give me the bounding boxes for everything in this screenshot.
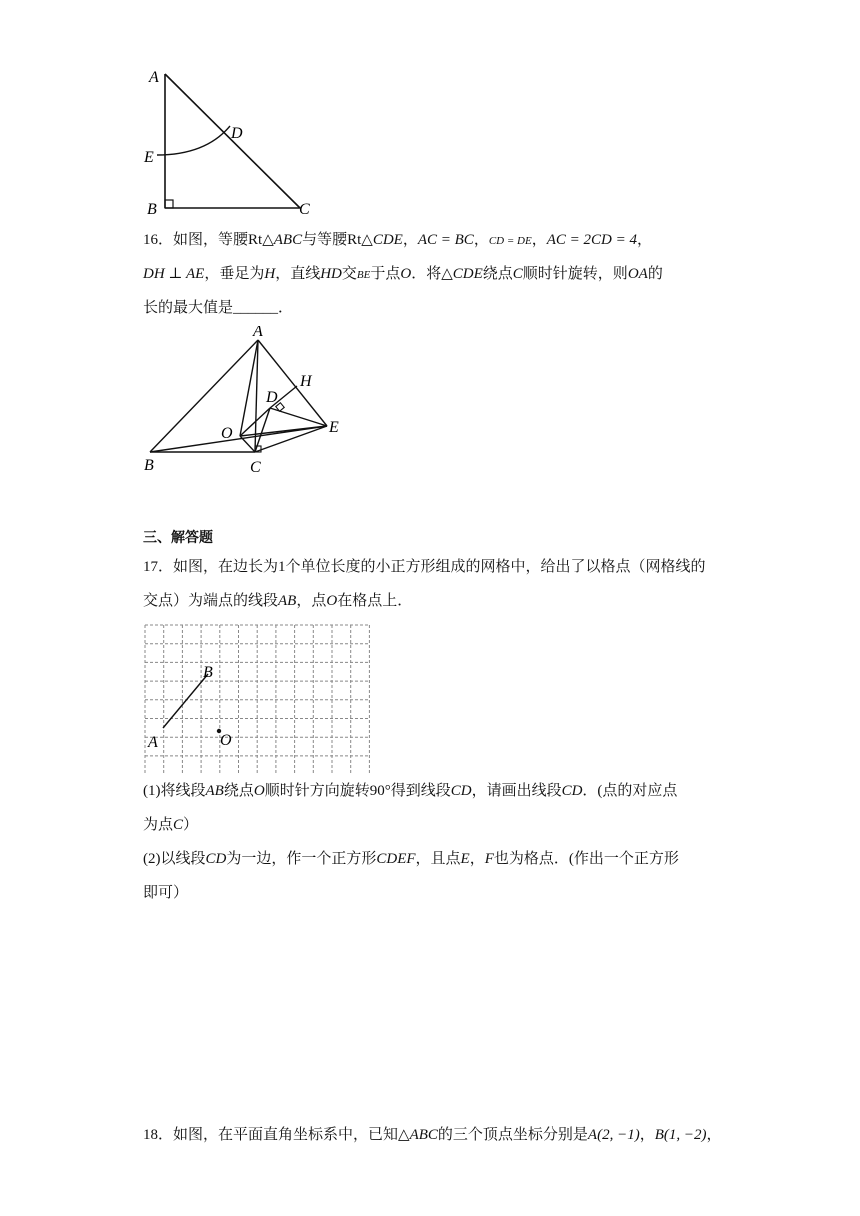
section-heading: 三、解答题 bbox=[143, 531, 213, 546]
label-C: C bbox=[299, 201, 310, 218]
label-H: H bbox=[300, 373, 312, 390]
q17-line-1: 17．如图，在边长为1个单位长度的小正方形组成的网格中，给出了以格点（网格线的 bbox=[143, 559, 706, 575]
figure-grid bbox=[138, 618, 378, 774]
label-D: D bbox=[231, 125, 243, 142]
q17-part1-line-2: 为点C） bbox=[143, 817, 199, 833]
figure-triangles-rotation bbox=[140, 326, 360, 482]
label-D: D bbox=[266, 389, 278, 406]
label-O: O bbox=[220, 732, 232, 749]
figure-triangle-abc-arc bbox=[135, 60, 325, 220]
label-E: E bbox=[329, 419, 339, 436]
q17-part2-line-1: (2)以线段CD为一边，作一个正方形CDEF，且点E，F也为格点．(作出一个正方形 bbox=[143, 851, 679, 867]
q16-line-3: 长的最大值是______． bbox=[143, 300, 294, 316]
q16-line-2: DH ⊥ AE，垂足为H，直线HD交BE于点O．将△CDE绕点C顺时针旋转，则OA的 bbox=[143, 266, 663, 282]
label-A: A bbox=[148, 734, 158, 751]
label-A: A bbox=[149, 69, 159, 86]
q18-line-1: 18．如图，在平面直角坐标系中，已知△ABC的三个顶点坐标分别是A(2, −1)，B(1, −2)， bbox=[143, 1127, 722, 1143]
q16-line-1: 16．如图，等腰Rt△ABC与等腰Rt△CDE，AC = BC，CD = DE，AC = 2CD = 4， bbox=[143, 232, 652, 248]
label-C: C bbox=[250, 459, 261, 476]
q17-line-2: 交点）为端点的线段AB，点O在格点上． bbox=[143, 593, 413, 609]
q17-part1-line-1: (1)将线段AB绕点O顺时针方向旋转90°得到线段CD，请画出线段CD．(点的对应点 bbox=[143, 783, 678, 799]
label-B: B bbox=[203, 664, 213, 681]
label-O: O bbox=[221, 425, 233, 442]
label-A: A bbox=[253, 326, 263, 340]
q17-part2-line-2: 即可） bbox=[143, 885, 189, 901]
label-E: E bbox=[144, 149, 154, 166]
label-B: B bbox=[144, 457, 154, 474]
label-B: B bbox=[147, 201, 157, 218]
